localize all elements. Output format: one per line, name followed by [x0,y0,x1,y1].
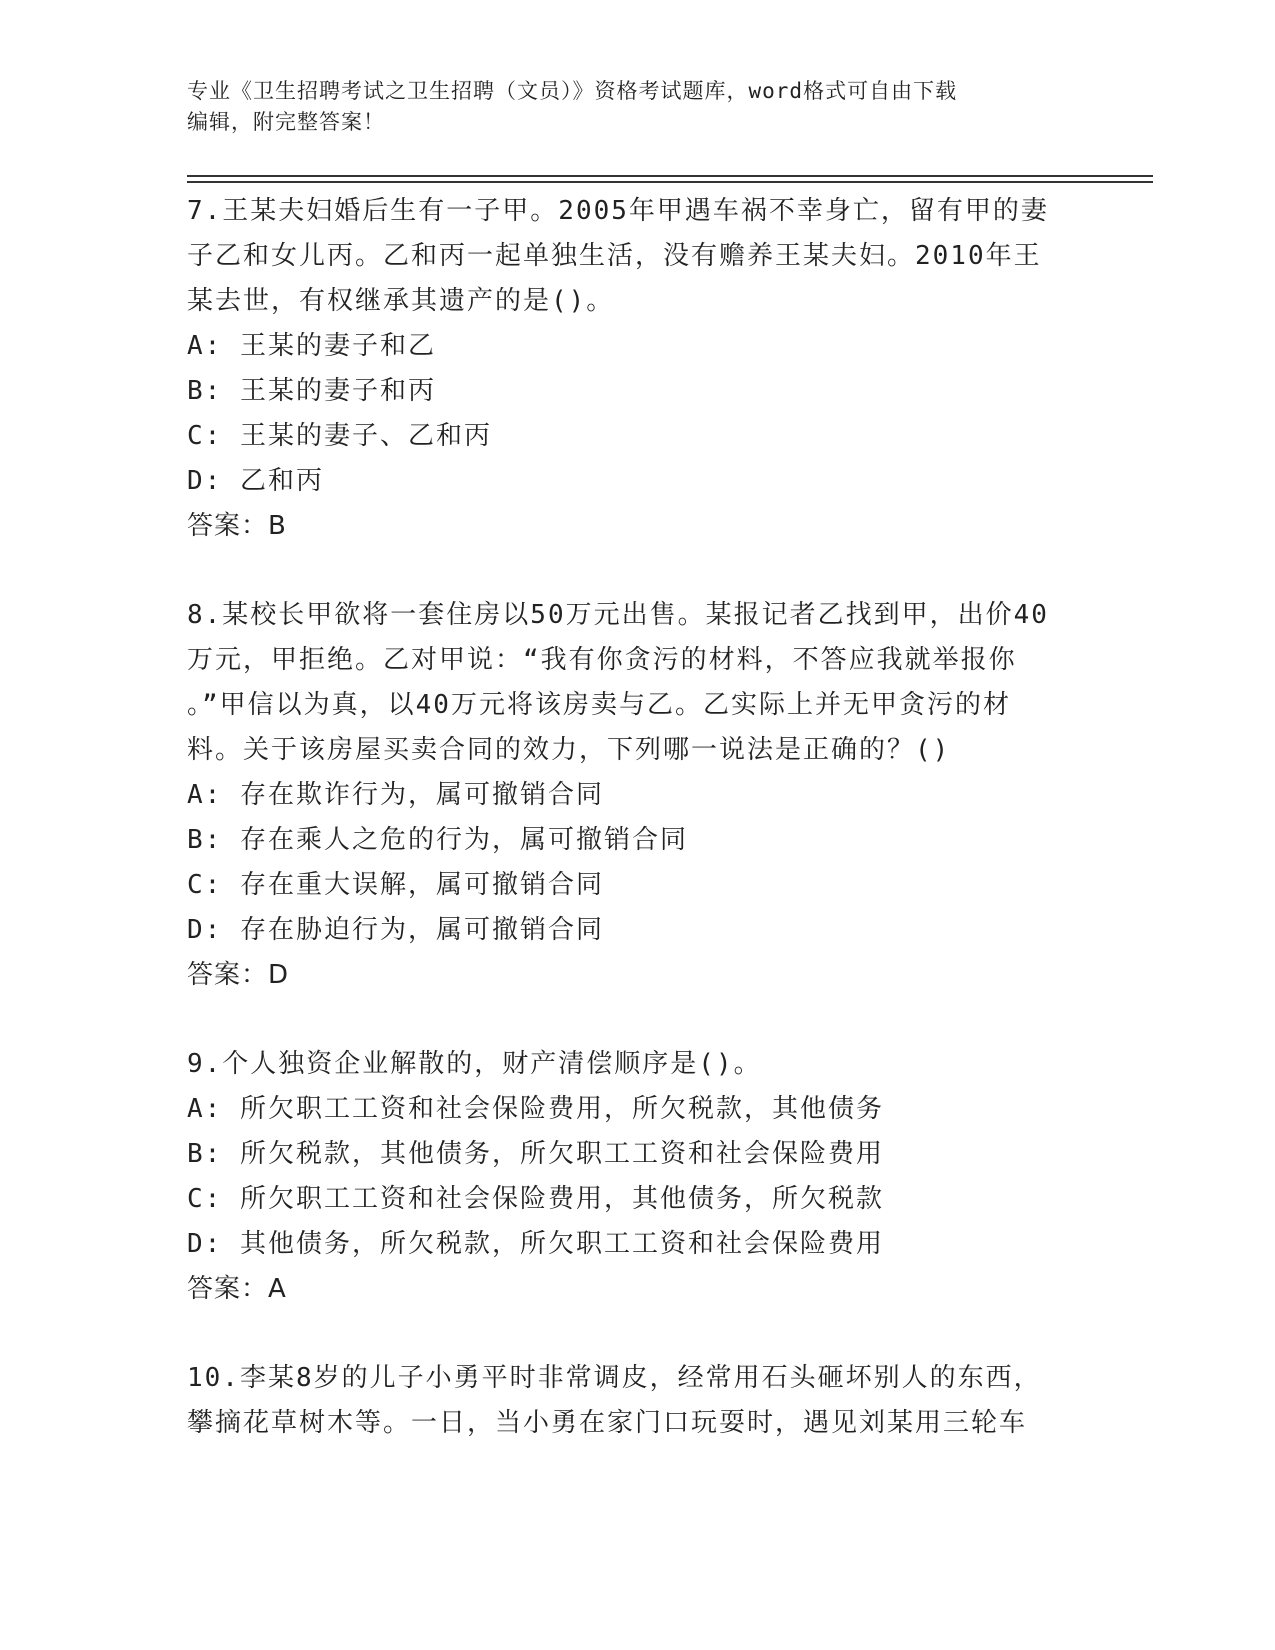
option-d: D: 存在胁迫行为，属可撤销合同 [187,915,604,945]
header-divider [187,181,1153,183]
question-8 [187,593,1087,998]
question-text: 子乙和女儿丙。乙和丙一起单独生活，没有赡养王某夫妇。2010年王 [187,241,1042,271]
question-text: 某去世，有权继承其遗产的是()。 [187,286,615,316]
spacer [187,998,1087,1042]
option-c: C: 存在重大误解，属可撤销合同 [187,870,604,900]
option-b: B: 存在乘人之危的行为，属可撤销合同 [187,825,688,855]
question-text: 9.个人独资企业解散的，财产清偿顺序是()。 [187,1049,762,1079]
document-header [187,76,1067,138]
option-b: B: 王某的妻子和丙 [187,376,436,406]
question-9 [187,1042,1087,1312]
option-c: C: 王某的妻子、乙和丙 [187,421,492,451]
spacer [187,549,1087,593]
option-c: C: 所欠职工工资和社会保险费用，其他债务，所欠税款 [187,1184,884,1214]
header-line: 专业《卫生招聘考试之卫生招聘（文员）》资格考试题库，word格式可自由下载 [187,79,958,103]
question-text: 。”甲信以为真，以40万元将该房卖与乙。乙实际上并无甲贪污的材 [187,690,1011,720]
option-d: D: 乙和丙 [187,466,324,496]
question-text: 10.李某8岁的儿子小勇平时非常调皮，经常用石头砸坏别人的东西， [187,1363,1042,1393]
question-text: 7.王某夫妇婚后生有一子甲。2005年甲遇车祸不幸身亡，留有甲的妻 [187,196,1049,226]
option-a: A: 所欠职工工资和社会保险费用，所欠税款，其他债务 [187,1094,884,1124]
answer: 答案：D [187,960,290,990]
header-divider [187,175,1153,177]
question-text: 万元，甲拒绝。乙对甲说：“我有你贪污的材料，不答应我就举报你 [187,645,1017,675]
option-a: A: 王某的妻子和乙 [187,331,436,361]
question-text: 料。关于该房屋买卖合同的效力，下列哪一说法是正确的？() [187,735,951,765]
answer: 答案：A [187,1274,287,1304]
question-list [187,189,1087,1446]
answer: 答案：B [187,511,287,541]
option-d: D: 其他债务，所欠税款，所欠职工工资和社会保险费用 [187,1229,884,1259]
question-text: 攀摘花草树木等。一日，当小勇在家门口玩耍时，遇见刘某用三轮车 [187,1408,1028,1438]
question-10 [187,1356,1087,1446]
spacer [187,1312,1087,1356]
option-b: B: 所欠税款，其他债务，所欠职工工资和社会保险费用 [187,1139,884,1169]
question-text: 8.某校长甲欲将一套住房以50万元出售。某报记者乙找到甲，出价40 [187,600,1049,630]
header-line: 编辑，附完整答案！ [187,110,385,134]
option-a: A: 存在欺诈行为，属可撤销合同 [187,780,604,810]
question-7 [187,189,1087,549]
